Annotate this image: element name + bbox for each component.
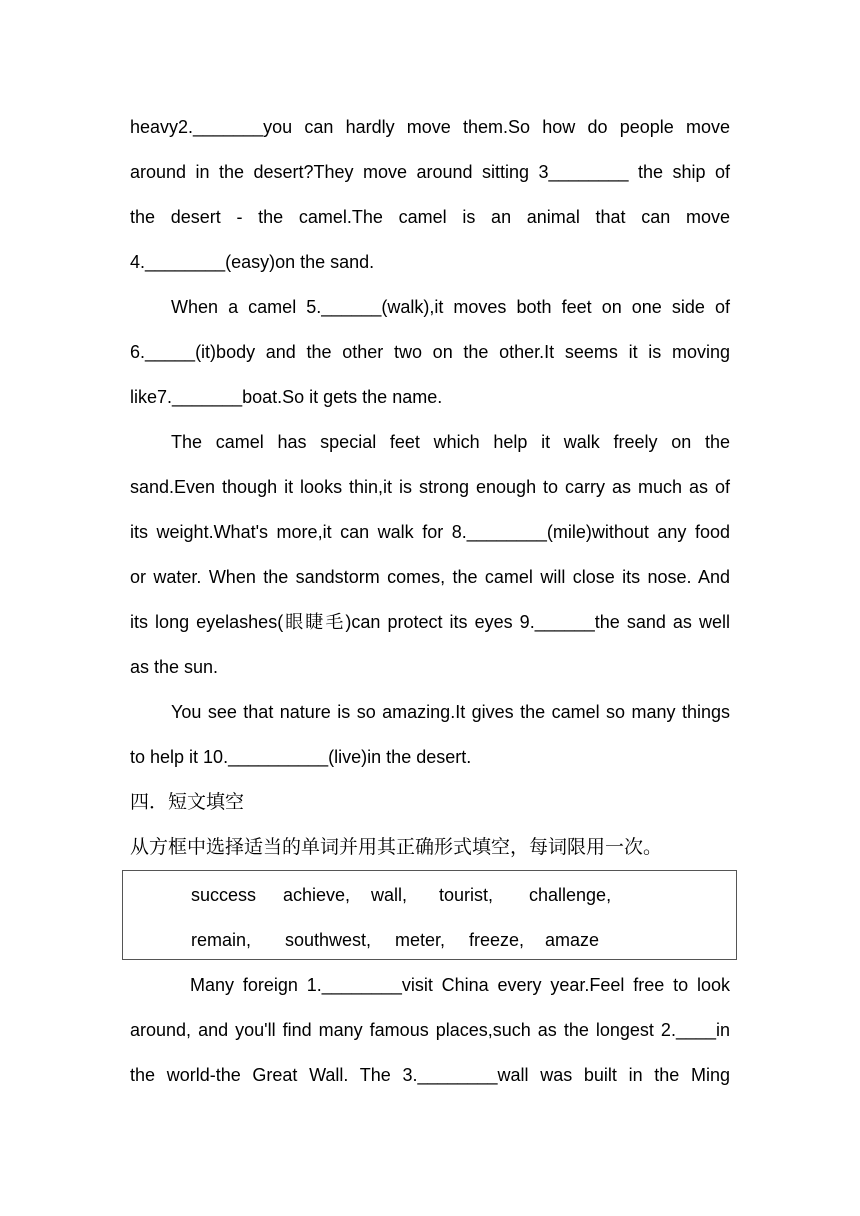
passage-line: around, and you'll find many famous places,such as the longest 2.____in [130,1020,730,1040]
passage-line: to help it 10.__________(live)in the desert. [130,747,472,767]
section-heading: 四．短文填空 [130,791,245,813]
passage-line: around in the desert?They move around sitting 3________ the ship of [130,162,730,182]
word-option: wall, [371,885,408,905]
word-option: remain, [191,930,252,950]
word-option: meter, [395,930,446,950]
section-instruction: 从方框中选择适当的单词并用其正确形式填空，每词限用一次。 [130,836,663,858]
passage-line: heavy2._______you can hardly move them.So how do people move [130,117,730,137]
passage-line: its long eyelashes(眼睫毛)can protect its eyes 9.______the sand as well [130,612,730,632]
passage-line: When a camel 5.______(walk),it moves both feet on one side of [171,297,730,317]
passage-line: Many foreign 1.________visit China every year.Feel free to look [190,975,730,995]
word-option: amaze [545,930,600,950]
passage-line: 6._____(it)body and the other two on the other.It seems it is moving [130,342,730,362]
word-option: tourist, [439,885,494,905]
word-option: southwest, [285,930,372,950]
word-option: success [191,885,257,905]
word-option: challenge, [529,885,612,905]
passage-line: its weight.What's more,it can walk for 8.________(mile)without any food [130,522,730,542]
passage-line: The camel has special feet which help it walk freely on the [171,432,730,452]
word-box-row [191,882,691,908]
passage-line: or water. When the sandstorm comes, the camel will close its nose. And [130,567,730,587]
word-option: achieve, [283,885,351,905]
word-option: freeze, [469,930,525,950]
passage-line: 4.________(easy)on the sand. [130,252,375,272]
passage-line: the world-the Great Wall. The 3.________wall was built in the Ming [130,1065,730,1085]
passage-line: like7._______boat.So it gets the name. [130,387,443,407]
word-box-row [191,927,691,953]
passage-line: sand.Even though it looks thin,it is strong enough to carry as much as of [130,477,730,497]
passage-line: the desert - the camel.The camel is an animal that can move [130,207,730,227]
passage-line: as the sun. [130,657,219,677]
word-box [122,870,737,960]
passage-line: You see that nature is so amazing.It gives the camel so many things [171,702,730,722]
